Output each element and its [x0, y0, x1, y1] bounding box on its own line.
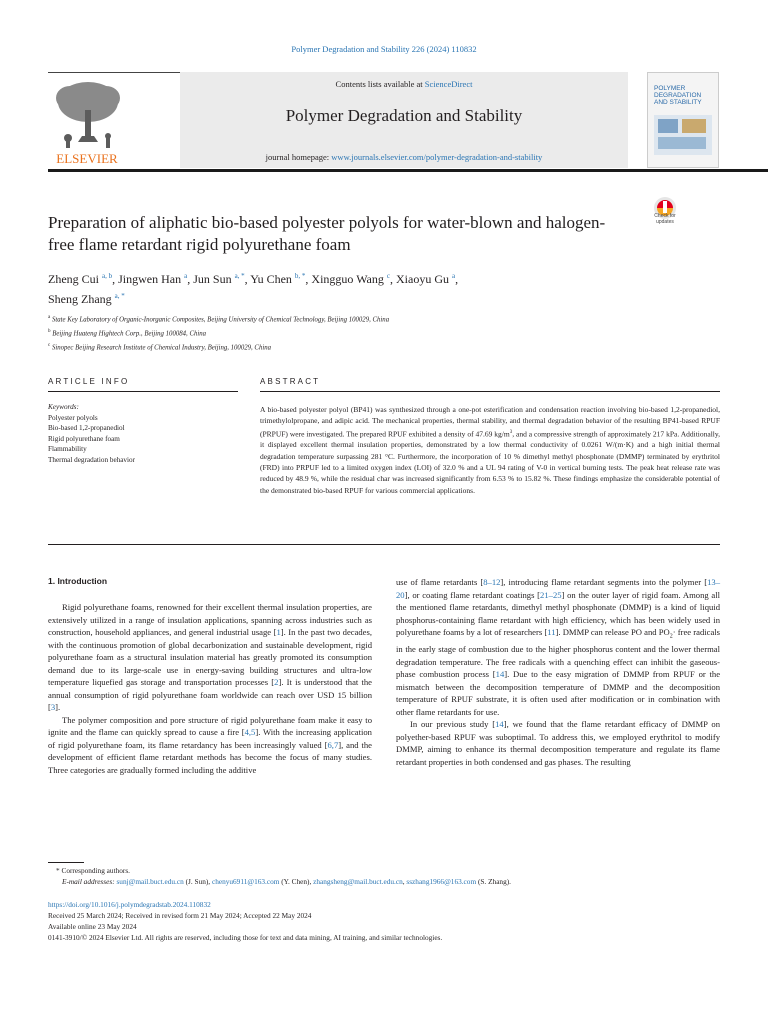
author[interactable]: Xingguo Wang $^c$: [311, 272, 390, 286]
footnotes: [48, 865, 720, 887]
contents-line: [180, 79, 628, 89]
keyword: Polyester polyols: [48, 413, 98, 422]
author[interactable]: Sheng Zhang $^{a, *}$: [48, 292, 125, 306]
affiliation: $^c$ Sinopec Beijing Research Institute of Chemical Industry, Beijing, 100029, China: [48, 342, 272, 351]
email-link[interactable]: zhangsheng@mail.buct.edu.cn: [313, 877, 403, 886]
journal-cover-thumbnail[interactable]: [647, 72, 719, 168]
journal-header: [48, 72, 628, 172]
received-dates: Received 25 March 2024; Received in revised form 21 May 2024; Accepted 22 May 2024: [48, 911, 312, 920]
paragraph: use of flame retardants [8–12], introducing flame retardant segments into the polymer [13–20], or coating flame retardant coatings [21–25] on the outer layer of rigid foam. Among all the mentioned flame retardants, dimethyl methyl phosphonate (DMMP) is a kind of liquid phosphorus-containing flame retardant with high efficiency, which has been widely used in polyurethane foams by a lot of researchers [11]. DMMP can release PO and $PO_2\cdot$ free radicals in the early stage of combustion due to the higher phosphorus content and the lower thermal degradation temperature. The free radicals with a quenching effect can inhibit the gaseous-phase combustion process [14]. Due to the easy migration of DMMP from RPUF or the mismatch between the decomposition temperature of DMMP and the decomposition temperature of RPUF substrate, it is often used after modification or in combination with other flame retardants for use.: [396, 577, 721, 717]
citation-link[interactable]: 2: [274, 677, 279, 687]
copyright: 0141-3910/© 2024 Elsevier Ltd. All rights are reserved, including those for text and data mining, AI training, and similar technologies.: [48, 933, 443, 942]
email-link[interactable]: chenyu6911@163.com: [211, 877, 280, 886]
abstract-bottom-rule: [48, 544, 720, 545]
body-column-right: [396, 576, 720, 768]
cover-title: POLYMER DEGRADATION AND STABILITY: [654, 85, 702, 106]
author[interactable]: Zheng Cui $^{a, b}$: [48, 272, 113, 286]
affiliation: $^a$ State Key Laboratory of Organic-Inorganic Composites, Beijing University of Chemical Technology, Beijing 100029, China: [48, 315, 390, 324]
author[interactable]: Xiaoyu Gu $^a$: [396, 272, 456, 286]
sciencedirect-link[interactable]: ScienceDirect: [424, 79, 473, 89]
author[interactable]: Jingwen Han $^a$: [118, 272, 188, 286]
elsevier-tree-logo: [48, 74, 126, 166]
cover-graphic: [654, 115, 712, 155]
author[interactable]: Yu Chen $^{b, *}$: [250, 272, 306, 286]
journal-reference-link[interactable]: Polymer Degradation and Stability 226 (2024) 110832: [291, 44, 477, 54]
corresponding-note: * Corresponding authors.: [56, 866, 130, 875]
citation-link[interactable]: 1: [276, 627, 281, 637]
author[interactable]: Jun Sun $^{a, *}$: [193, 272, 245, 286]
article-title: Preparation of aliphatic bio-based polyester polyols for water-blown and halogen-free flame retardant rigid polyurethane foam: [48, 213, 606, 254]
abstract-rule: [260, 391, 720, 392]
keyword: Rigid polyurethane foam: [48, 434, 120, 443]
keywords-block: [48, 402, 218, 465]
email-link[interactable]: sunj@mail.buct.edu.cn: [116, 877, 184, 886]
doi-link[interactable]: https://doi.org/10.1016/j.polymdegradstab.2024.110832: [48, 900, 211, 909]
header-bottom-rule: [48, 169, 768, 172]
citation-link[interactable]: 14: [495, 669, 505, 680]
homepage-link[interactable]: www.journals.elsevier.com/polymer-degradation-and-stability: [331, 152, 543, 162]
abstract-body: A bio-based polyester polyol (BP41) was synthesized through a one-pot esterification and condensation reaction involving bio-based 1,2-propanediol, trimethylolpropane, and adipic acid. The mechanical properties, thermal stability, and thermal degradation behavior of the resulting BP41-based RPUF (PRPUF) were investigated. The prepared RPUF exhibited a density of 47.69 $kg/m^3$, and a compressive strength of approximately 217 kPa. Additionally, it displayed excellent thermal insulation properties, demonstrated by a low thermal conductivity of 0.0261 W/(m·K) and a high initial thermal degradation temperature surpassing 281 °C. Furthermore, the incorporation of 10 % dimethyl methyl phosphonate (DMMP) terminated by erythritol (FRD) into PRPUF led to a limited oxygen index (LOI) of 32.0 % and a UL 94 rating of V-0 in vertical burning tests. The peak heat release rate was reduced by 48.9 %, while the residual char was increased significantly from 6.53 % to 15.82 %. These findings emphasize the considerable potential of the demonstrated bio-based RPUF for various commercial applications.: [260, 405, 720, 495]
body-column-left: [48, 601, 372, 776]
citation-link[interactable]: 3: [50, 702, 56, 712]
keyword: Bio-based 1,2-propanediol: [48, 424, 125, 432]
contents-prefix: Contents lists available at: [335, 79, 425, 89]
abstract-heading: ABSTRACT: [260, 377, 321, 386]
publication-info: [48, 899, 720, 943]
keywords-label: Keywords:: [48, 403, 79, 411]
affiliations: [48, 312, 648, 353]
keyword: Thermal degradation behavior: [48, 455, 136, 464]
footnote-rule: [48, 862, 84, 863]
citation-link[interactable]: 4,5: [244, 727, 256, 737]
paragraph: The polymer composition and pore structure of rigid polyurethane foam make it easy to ignite and the flame can quickly spread to cause a fire [4,5]. With the increasing application of rigid polyurethane foam, its flame retardancy has been increasingly valued [6,7], and the development of efficient flame retardant methods has become the focus of many studies. Three categories are gradually formed including the additive: [48, 714, 372, 775]
citation-link[interactable]: 21–25: [540, 589, 562, 600]
journal-title: Polymer Degradation and Stability: [285, 106, 523, 125]
available-online: Available online 23 May 2024: [48, 922, 137, 931]
author-list: Zheng Cui $^{a, b}$, Jingwen Han $^a$, Jun Sun $^{a, *}$, Yu Chen $^{b, *}$, Xingguo Wang $^c$, Xiaoyu Gu $^a$, Sheng Zhang $^{a, *}$: [48, 272, 459, 306]
homepage-prefix: journal homepage:: [265, 152, 332, 162]
affiliation: $^b$ Beijing Huateng Hightech Corp., Beijing 100084, China: [48, 328, 207, 338]
paragraph: Rigid polyurethane foams, renowned for their excellent thermal insulation properties, are extensively utilized in a range of insulation applications, spanning across industries such as construction, household appliances, and general industrial usage [1]. In the past two decades, with the continuous promotion of global decarbonization and sustainable development, rigid polyurethane foam as a structural insulation material has greatly promoted its consumption demand due to its large-scale use in energy-saving building structures and ultra-low temperature liquefied gas storage and transportation processes [2]. It is understood that the annual consumption of rigid polyurethane foam worldwide can reach over USD 15 billion [3].: [48, 602, 372, 712]
email-link[interactable]: sszhang1966@163.com: [406, 877, 477, 886]
article-info-rule: [48, 391, 238, 392]
check-for-updates-label[interactable]: Check for updates: [654, 213, 676, 225]
article-info-heading: ARTICLE INFO: [48, 377, 130, 386]
paragraph: In our previous study [14], we found that the flame retardant efficacy of DMMP on polyether-based RPUF was suboptimal. To address this, we employed erythritol to modify DMMP, aiming to enhance its thermal decomposition temperature and regulate its flame retardant properties in both condensed and gas phases. The resulting: [396, 719, 720, 767]
keyword: Flammability: [48, 445, 87, 453]
citation-link[interactable]: 14: [495, 719, 504, 730]
citation-link[interactable]: 13–20: [396, 577, 720, 600]
citation-link[interactable]: 11: [547, 627, 556, 637]
homepage-line: [180, 152, 628, 162]
citation-link[interactable]: 8–12: [483, 577, 501, 587]
email-addresses: E-mail addresses: sunj@mail.buct.edu.cn (J. Sun), chenyu6911@163.com (Y. Chen), zhangsheng@mail.buct.edu.cn, sszhang1966@163.com (S. Zhang).: [62, 877, 511, 886]
section-heading-introduction: 1. Introduction: [48, 576, 108, 586]
citation-link[interactable]: 6,7: [327, 739, 339, 750]
svg-text:ELSEVIER: ELSEVIER: [56, 151, 118, 166]
